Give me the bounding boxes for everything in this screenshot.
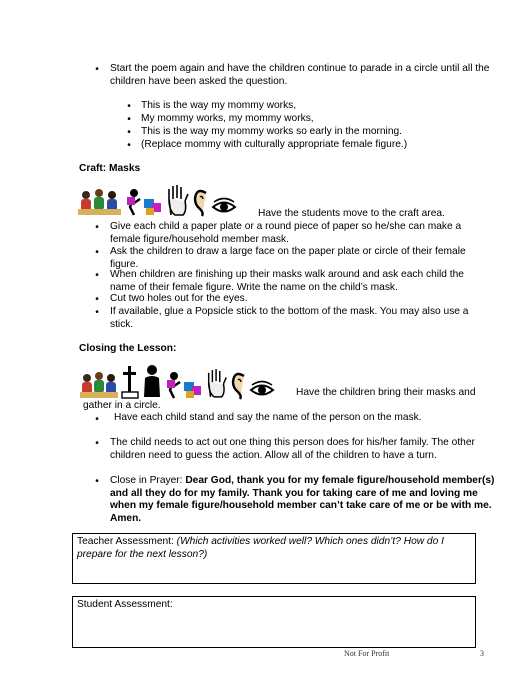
bullet-marker: •	[95, 64, 99, 75]
children-playing-icon	[124, 187, 164, 217]
poem-line: This is the way my mommy works so early in the morning.	[141, 126, 402, 137]
student-assessment-box[interactable]	[72, 596, 476, 648]
page-number: 3	[480, 649, 484, 658]
poem-line: My mommy works, my mommy works,	[141, 113, 314, 124]
hand-icon	[205, 366, 229, 400]
craft-item: Cut two holes out for the eyes.	[110, 293, 248, 304]
ear-icon	[192, 187, 210, 217]
poem-line: (Replace mommy with culturally appropriate female figure.)	[141, 139, 408, 150]
bullet-marker: •	[95, 270, 99, 281]
bullet-marker: •	[95, 476, 99, 487]
craft-item: When children are finishing up their masks walk around and ask each child the name of their female figure. Write the name on the child’s mask.	[110, 269, 464, 293]
cross-bible-icon	[120, 364, 140, 400]
craft-heading: Craft: Masks	[79, 163, 141, 174]
children-group-icon	[79, 370, 119, 400]
closing-icons-caption: Have the children bring their masks and	[296, 387, 476, 398]
bullet-marker: •	[95, 307, 99, 318]
bullet-marker: •	[95, 222, 99, 233]
bullet-marker: •	[127, 114, 131, 125]
praying-child-icon	[141, 364, 163, 400]
bullet-marker: •	[127, 140, 131, 151]
bullet-marker: •	[127, 127, 131, 138]
closing-heading: Closing the Lesson:	[79, 343, 177, 354]
footer-note: Not For Profit	[344, 649, 390, 658]
prayer-label: Close in Prayer:	[110, 475, 186, 486]
closing-icons-caption-cont: gather in a circle.	[83, 400, 161, 411]
teacher-assessment-box[interactable]	[72, 533, 476, 584]
teacher-assessment-text	[77, 536, 469, 561]
student-assessment-label: Student Assessment:	[77, 599, 173, 610]
children-playing-icon	[164, 370, 204, 400]
craft-icon-strip	[77, 181, 237, 217]
children-group-icon	[77, 187, 123, 217]
hand-icon	[165, 183, 191, 217]
closing-item: Have each child stand and say the name of the person on the mask.	[114, 412, 422, 423]
eye-icon	[249, 380, 275, 400]
teacher-assessment-prompt: (Which activities worked well? Which ones didn’t? How do I prepare for the next lesson?)	[77, 536, 444, 560]
craft-item: If available, glue a Popsicle stick to the bottom of the mask. You may also use a stick.	[110, 306, 469, 330]
craft-icons-caption: Have the students move to the craft area.	[258, 208, 445, 219]
prayer-text: Dear God, thank you for my female figure/household member(s) and all they do for my family. Thank you for taking care of me and loving me when my female figure/household member can’t take care of me or be with me. Amen.	[110, 475, 495, 524]
closing-item: The child needs to act out one thing this person does for his/her family. The other children need to guess the action. Allow all of the children to have a turn.	[110, 437, 475, 461]
poem-line: This is the way my mommy works,	[141, 100, 297, 111]
bullet-marker: •	[95, 414, 99, 425]
ear-icon	[230, 370, 248, 400]
teacher-assessment-label: Teacher Assessment:	[77, 536, 174, 547]
prayer-item	[110, 475, 496, 525]
bullet-marker: •	[95, 247, 99, 258]
craft-item: Give each child a paper plate or a round piece of paper so he/she can make a female figure/household member mask.	[110, 221, 462, 245]
eye-icon	[211, 197, 237, 217]
bullet-marker: •	[127, 101, 131, 112]
craft-item: Ask the children to draw a large face on the paper plate or circle of their female figure.	[110, 246, 466, 270]
bullet-marker: •	[95, 438, 99, 449]
bullet-marker: •	[95, 294, 99, 305]
intro-bullet-text: Start the poem again and have the children continue to parade in a circle until all the children have been asked the question.	[110, 63, 490, 87]
closing-icon-strip	[79, 360, 275, 400]
